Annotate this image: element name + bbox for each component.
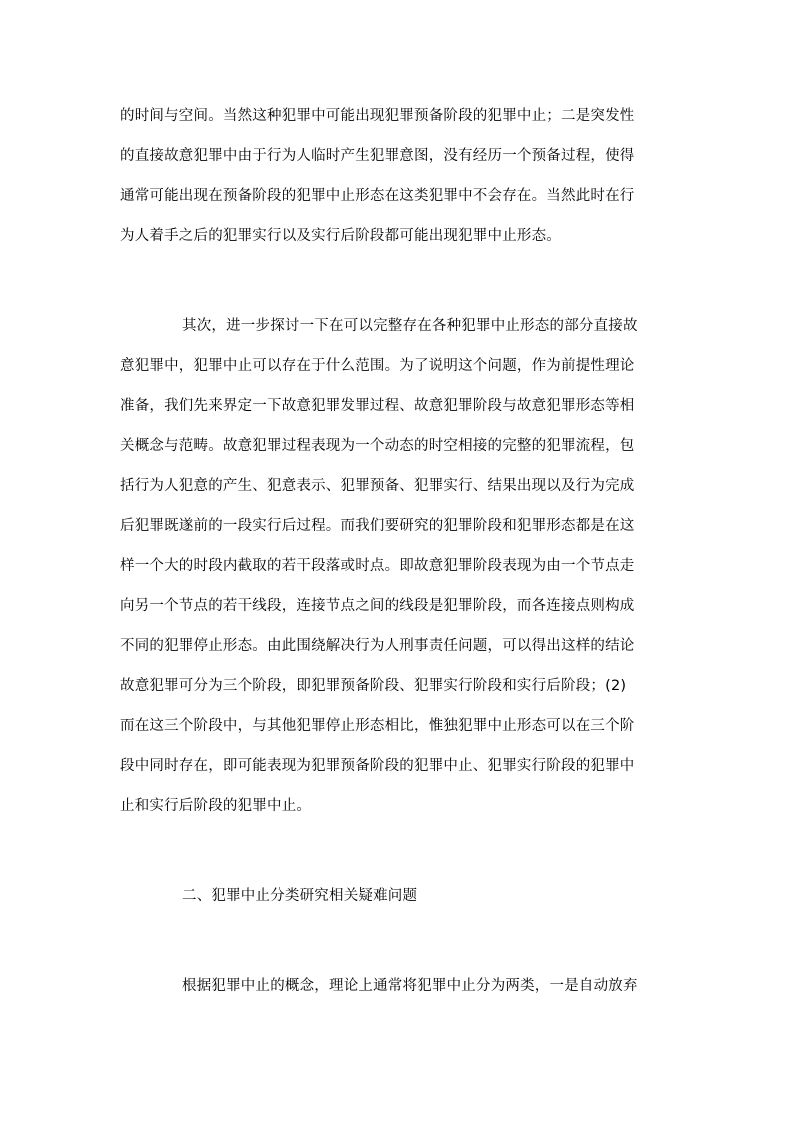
paragraph2-line: 关概念与范畴。故意犯罪过程表现为一个动态的时空相接的完整的犯罪流程，包 xyxy=(120,438,635,454)
paragraph3-line: 根据犯罪中止的概念，理论上通常将犯罪中止分为两类，一是自动放弃 xyxy=(182,978,638,994)
paragraph2-line: 准备，我们先来界定一下故意犯罪发罪过程、故意犯罪阶段与故意犯罪形态等相 xyxy=(120,398,635,414)
paragraph2-line: 括行为人犯意的产生、犯意表示、犯罪预备、犯罪实行、结果出现以及行为完成 xyxy=(120,478,635,494)
paragraph2-line: 后犯罪既遂前的一段实行后过程。而我们要研究的犯罪阶段和犯罪形态都是在这 xyxy=(120,518,635,534)
paragraph2-line: 向另一个节点的若干线段，连接节点之间的线段是犯罪阶段，而各连接点则构成 xyxy=(120,598,635,614)
paragraph2-line: 故意犯罪可分为三个阶段，即犯罪预备阶段、犯罪实行阶段和实行后阶段；(2) xyxy=(120,678,627,694)
paragraph2-line: 段中同时存在，即可能表现为犯罪预备阶段的犯罪中止、犯罪实行阶段的犯罪中 xyxy=(120,758,635,774)
paragraph1-line: 的时间与空间。当然这种犯罪中可能出现犯罪预备阶段的犯罪中止；二是突发性 xyxy=(120,108,635,124)
paragraph2-line: 意犯罪中，犯罪中止可以存在于什么范围。为了说明这个问题，作为前提性理论 xyxy=(120,358,635,374)
paragraph1-line: 的直接故意犯罪中由于行为人临时产生犯罪意图，没有经历一个预备过程，使得 xyxy=(120,148,635,164)
paragraph2-line: 止和实行后阶段的犯罪中止。 xyxy=(120,798,312,814)
section-heading: 二、犯罪中止分类研究相关疑难问题 xyxy=(182,888,418,904)
paragraph1-line: 通常可能出现在预备阶段的犯罪中止形态在这类犯罪中不会存在。当然此时在行 xyxy=(120,188,635,204)
paragraph2-line: 样一个大的时段内截取的若干段落或时点。即故意犯罪阶段表现为由一个节点走 xyxy=(120,558,635,574)
paragraph2-line: 而在这三个阶段中，与其他犯罪停止形态相比，惟独犯罪中止形态可以在三个阶 xyxy=(120,718,635,734)
paragraph2-line: 其次，进一步探讨一下在可以完整存在各种犯罪中止形态的部分直接故 xyxy=(182,318,638,334)
paragraph2-line: 不同的犯罪停止形态。由此围绕解决行为人刑事责任问题，可以得出这样的结论 xyxy=(120,638,635,654)
paragraph1-line: 为人着手之后的犯罪实行以及实行后阶段都可能出现犯罪中止形态。 xyxy=(120,228,561,244)
